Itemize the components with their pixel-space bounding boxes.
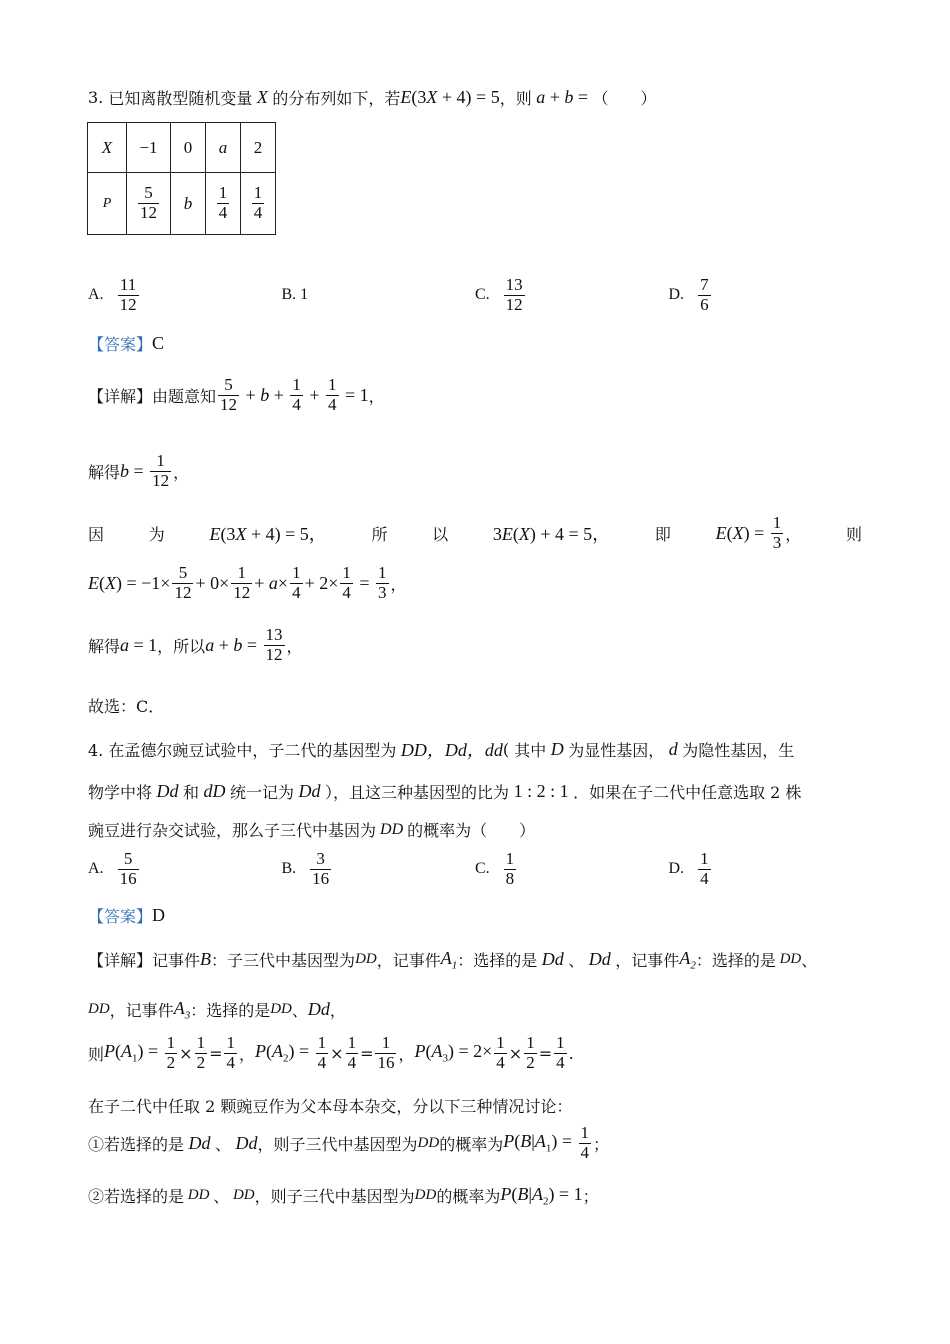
q3-answer: 【答案】 C (88, 333, 165, 354)
q3-stem: 3. 已知离散型随机变量 X 的分布列如下，若 E(3X + 4) = 5 ，则 a + b = （ ） (88, 87, 657, 108)
q4-answer: 【答案】 D (88, 905, 166, 926)
q3-options (88, 276, 862, 314)
option-b[interactable]: B. $\frac{3}{16}$ (281, 849, 330, 888)
q3-solve-b: 解得 b = $\frac{1}{12}$ ， (88, 451, 190, 490)
q4-options (88, 850, 862, 888)
q3-solve-a: 解得 a = 1 ，所以 a + b = $\frac{13}{12}$ ， (88, 625, 303, 664)
q4-detail-2: DD ，记事件 $A_3$ ： 选择的是 DD 、 Dd ， (88, 998, 346, 1022)
q4-stem-3: 豌豆进行杂交试验，那么子三代中基因为 DD 的概率为（ ） (88, 820, 536, 840)
q4-stem-1: 4. 在孟德尔豌豆试验中，子二代的基因型为 DD，Dd，dd ( 其中 D 为显性基因， d 为隐性基因，生 (88, 738, 795, 760)
option-a[interactable]: A. $\frac{5}{16}$ (88, 849, 137, 888)
q4-detail-1: 【详解】 记事件 B ： 子三代中基因型为 DD ，记事件 $A_1$ ： 选择的是 Dd 、 Dd ，记事件 $A_2$ ： 选择的是 DD 、 (88, 948, 818, 972)
q3-detail-1: 【详解】 由题意知 $\frac{5}{12}$ + b + $\frac{1}{4}$ + $\frac{1}{4}$ = 1 ， (88, 375, 385, 414)
option-b[interactable]: B. 1 (281, 286, 309, 304)
q4-case-1: ①若选择的是 Dd 、 Dd ，则子三代中基因型为 DD 的概率为 $P(B|A_1)$ = $\frac{1}{4}$ ； (88, 1123, 610, 1162)
option-d[interactable]: D. $\frac{1}{4}$ (668, 849, 709, 888)
option-a[interactable]: A. $\frac{11}{12}$ (88, 275, 137, 314)
q4-detail-4: 在子二代中任取 2 颗豌豆作为父本母本杂交，分以下三种情况讨论： (88, 1097, 573, 1116)
option-d[interactable]: D. $\frac{7}{6}$ (668, 275, 709, 314)
q3-because-line: 因 为 E(3X + 4) = 5， 所 以 3E(X) + 4 = 5， 即 E(X) = $\frac{1}{3}$ ， 则 (88, 513, 862, 552)
distribution-table: X −1 0 a 2 P $\frac{5}{12}$ b $\frac{1}{4}$ $\frac{1}{4}$ (87, 122, 276, 235)
option-c[interactable]: C. $\frac{1}{8}$ (475, 849, 515, 888)
q4-stem-2: 物学中将 Dd 和 dD 统一记为 Dd ），且这三种基因型的比为 1 : 2 : 1 ．如果在子二代中任意选取 2 株 (88, 781, 802, 802)
q3-conclusion: 故选：C． (88, 697, 165, 716)
q3-expectation: E(X) = −1× $\frac{5}{12}$ + 0× $\frac{1}{12}$ + a× $\frac{1}{4}$ + 2× $\frac{1}{4}$ = $\frac{1}{3}$ ， (88, 563, 407, 602)
q4-detail-3: 则 $P(A_1)$ = $\frac{1}{2}$ × $\frac{1}{2}$ = $\frac{1}{4}$ ， $P(A_2)$ = $\frac{1}{4}$ × $\frac{1}{4}$ = $\frac{1}{16}$ ， $P(A_3) = 2\times$ $\frac{1}{4}$ × $\frac{1}{2}$ = $\frac{1}{4}$ . (88, 1033, 574, 1072)
option-c[interactable]: C. $\frac{13}{12}$ (475, 275, 523, 314)
q4-case-2: ②若选择的是 DD 、 DD ，则子三代中基因型为 DD 的概率为 $P(B|A_2) = 1$ ； (88, 1184, 599, 1208)
